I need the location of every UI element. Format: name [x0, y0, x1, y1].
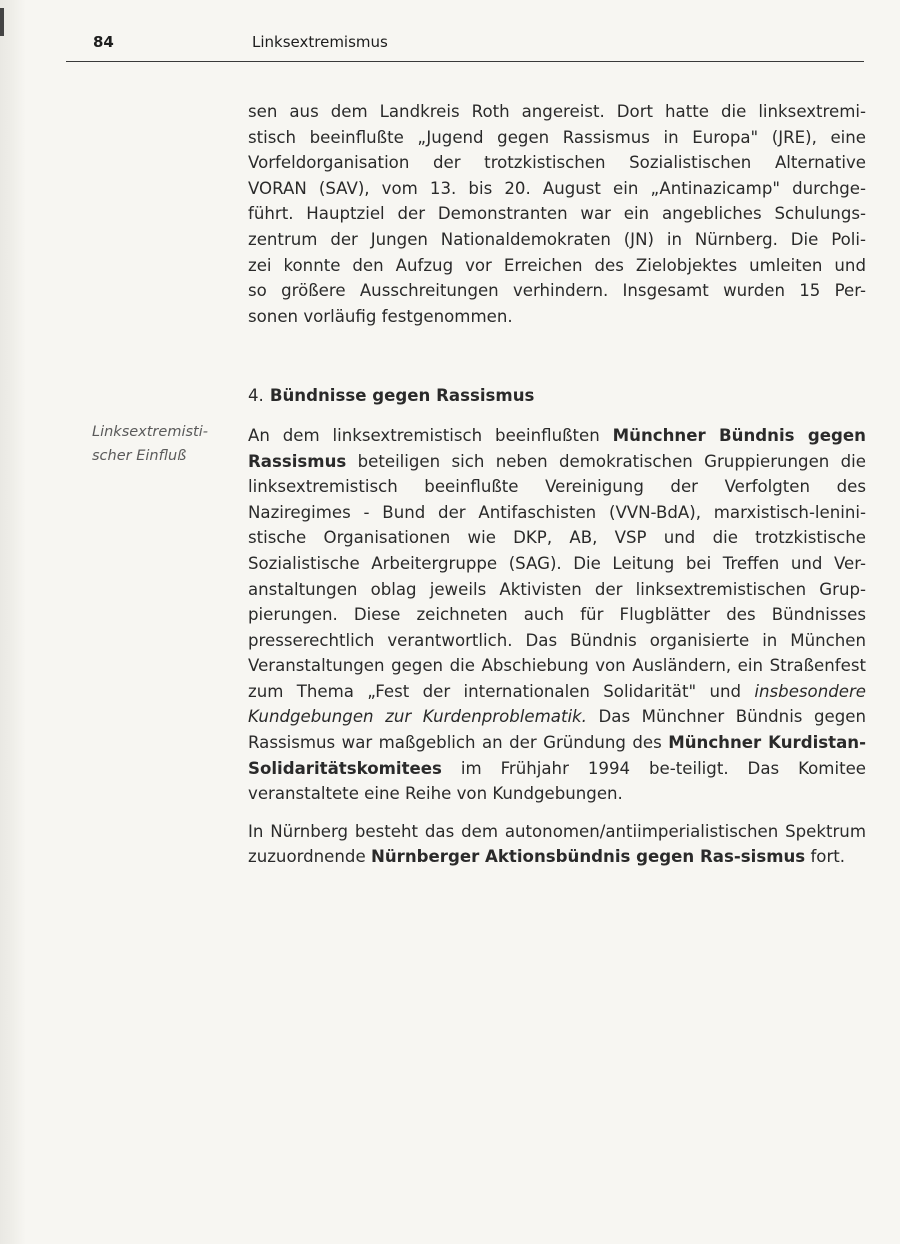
section-title: Bündnisse gegen Rassismus — [269, 386, 535, 406]
intro-paragraph — [248, 99, 866, 329]
intro-line: sen aus dem Landkreis Roth angereist. Dort hatte die linksextremi- — [248, 102, 866, 121]
marginal-note-line: scher Einfluß — [92, 448, 187, 464]
org-name-muenchner-buendnis: Münchner Bündnis gegen Rassismus — [248, 425, 866, 471]
page-gutter-shadow — [0, 0, 26, 1244]
org-name-kurdistan-komitee: Münchner Kurdistan-Solidaritätskomitees — [248, 733, 866, 778]
marginal-note — [92, 420, 222, 468]
text-run: im Frühjahr 1994 be-teiligt. Das Komitee veranstaltete eine Reihe von Kundgebungen. — [248, 758, 866, 804]
intro-line: führt. Hauptziel der Demonstranten war ein angebliches Schulungs- — [248, 204, 866, 224]
text-run: fort. — [805, 847, 846, 867]
org-name-nuernberger-aktionsbuendnis: Nürnberger Aktionsbündnis gegen Ras-sismus — [370, 847, 806, 867]
intro-line: VORAN (SAV), vom 13. bis 20. August ein „Antinazicamp" durchge- — [248, 178, 866, 198]
intro-line: sonen vorläufig festgenommen. — [248, 306, 513, 326]
intro-line: stisch beeinflußte „Jugend gegen Rassismus in Europa" (JRE), eine — [248, 127, 866, 147]
paragraph-muenchner-buendnis — [248, 423, 866, 807]
text-run: In Nürnberg besteht das dem autonomen/antiimperialistischen Spektrum zuzuordnende — [248, 821, 866, 867]
running-title: Linksextremismus — [252, 33, 388, 51]
intro-line: Vorfeldorganisation der trotzkistischen Sozialistischen Alternative — [248, 153, 866, 173]
text-run: beteiligen sich neben demokratischen Gruppierungen die linksextremistisch beeinflußte Vereinigung der Verfolgten des Naziregimes - Bund der Antifaschisten (VVN-BdA), marxistisch-lenini-stische Organisationen wie DKP, AB, VSP und die trotzkistische Sozialistische Arbeitergruppe (SAG). Die Leitung bei Treffen und Ver-anstaltungen oblag jeweils Aktivisten der linksextremistischen Grup-pierungen. Diese zeichneten auch für Flugblätter des Bündnisses presserechtlich verantwortlich. Das Bündnis organisierte in München Veranstaltungen gegen die Abschiebung von Ausländern, ein Straßenfest zum Thema „Fest der internationalen Solidarität" und — [248, 451, 866, 701]
section-number: 4. — [248, 386, 264, 406]
header-rule — [66, 61, 864, 62]
intro-line: zei konnte den Aufzug vor Erreichen des Zielobjektes umleiten und — [248, 255, 866, 275]
intro-line: zentrum der Jungen Nationaldemokraten (JN) in Nürnberg. Die Poli- — [248, 229, 866, 249]
marginal-note-line: Linksextremisti- — [92, 424, 208, 440]
page-header — [0, 0, 900, 64]
text-run: Das Münchner Bündnis gegen Rassismus war maßgeblich an der Gründung des — [248, 707, 866, 753]
intro-line: so größere Ausschreitungen verhindern. Insgesamt wurden 15 Per- — [248, 281, 866, 301]
main-text — [248, 96, 866, 870]
text-run: An dem linksextremistisch beeinflußten — [248, 425, 613, 445]
section-heading — [248, 383, 866, 409]
italic-run: insbesondere Kundgebungen zur Kurdenproblematik. — [248, 681, 866, 727]
page-number: 84 — [93, 33, 114, 51]
paragraph-nuernberg — [248, 819, 866, 870]
